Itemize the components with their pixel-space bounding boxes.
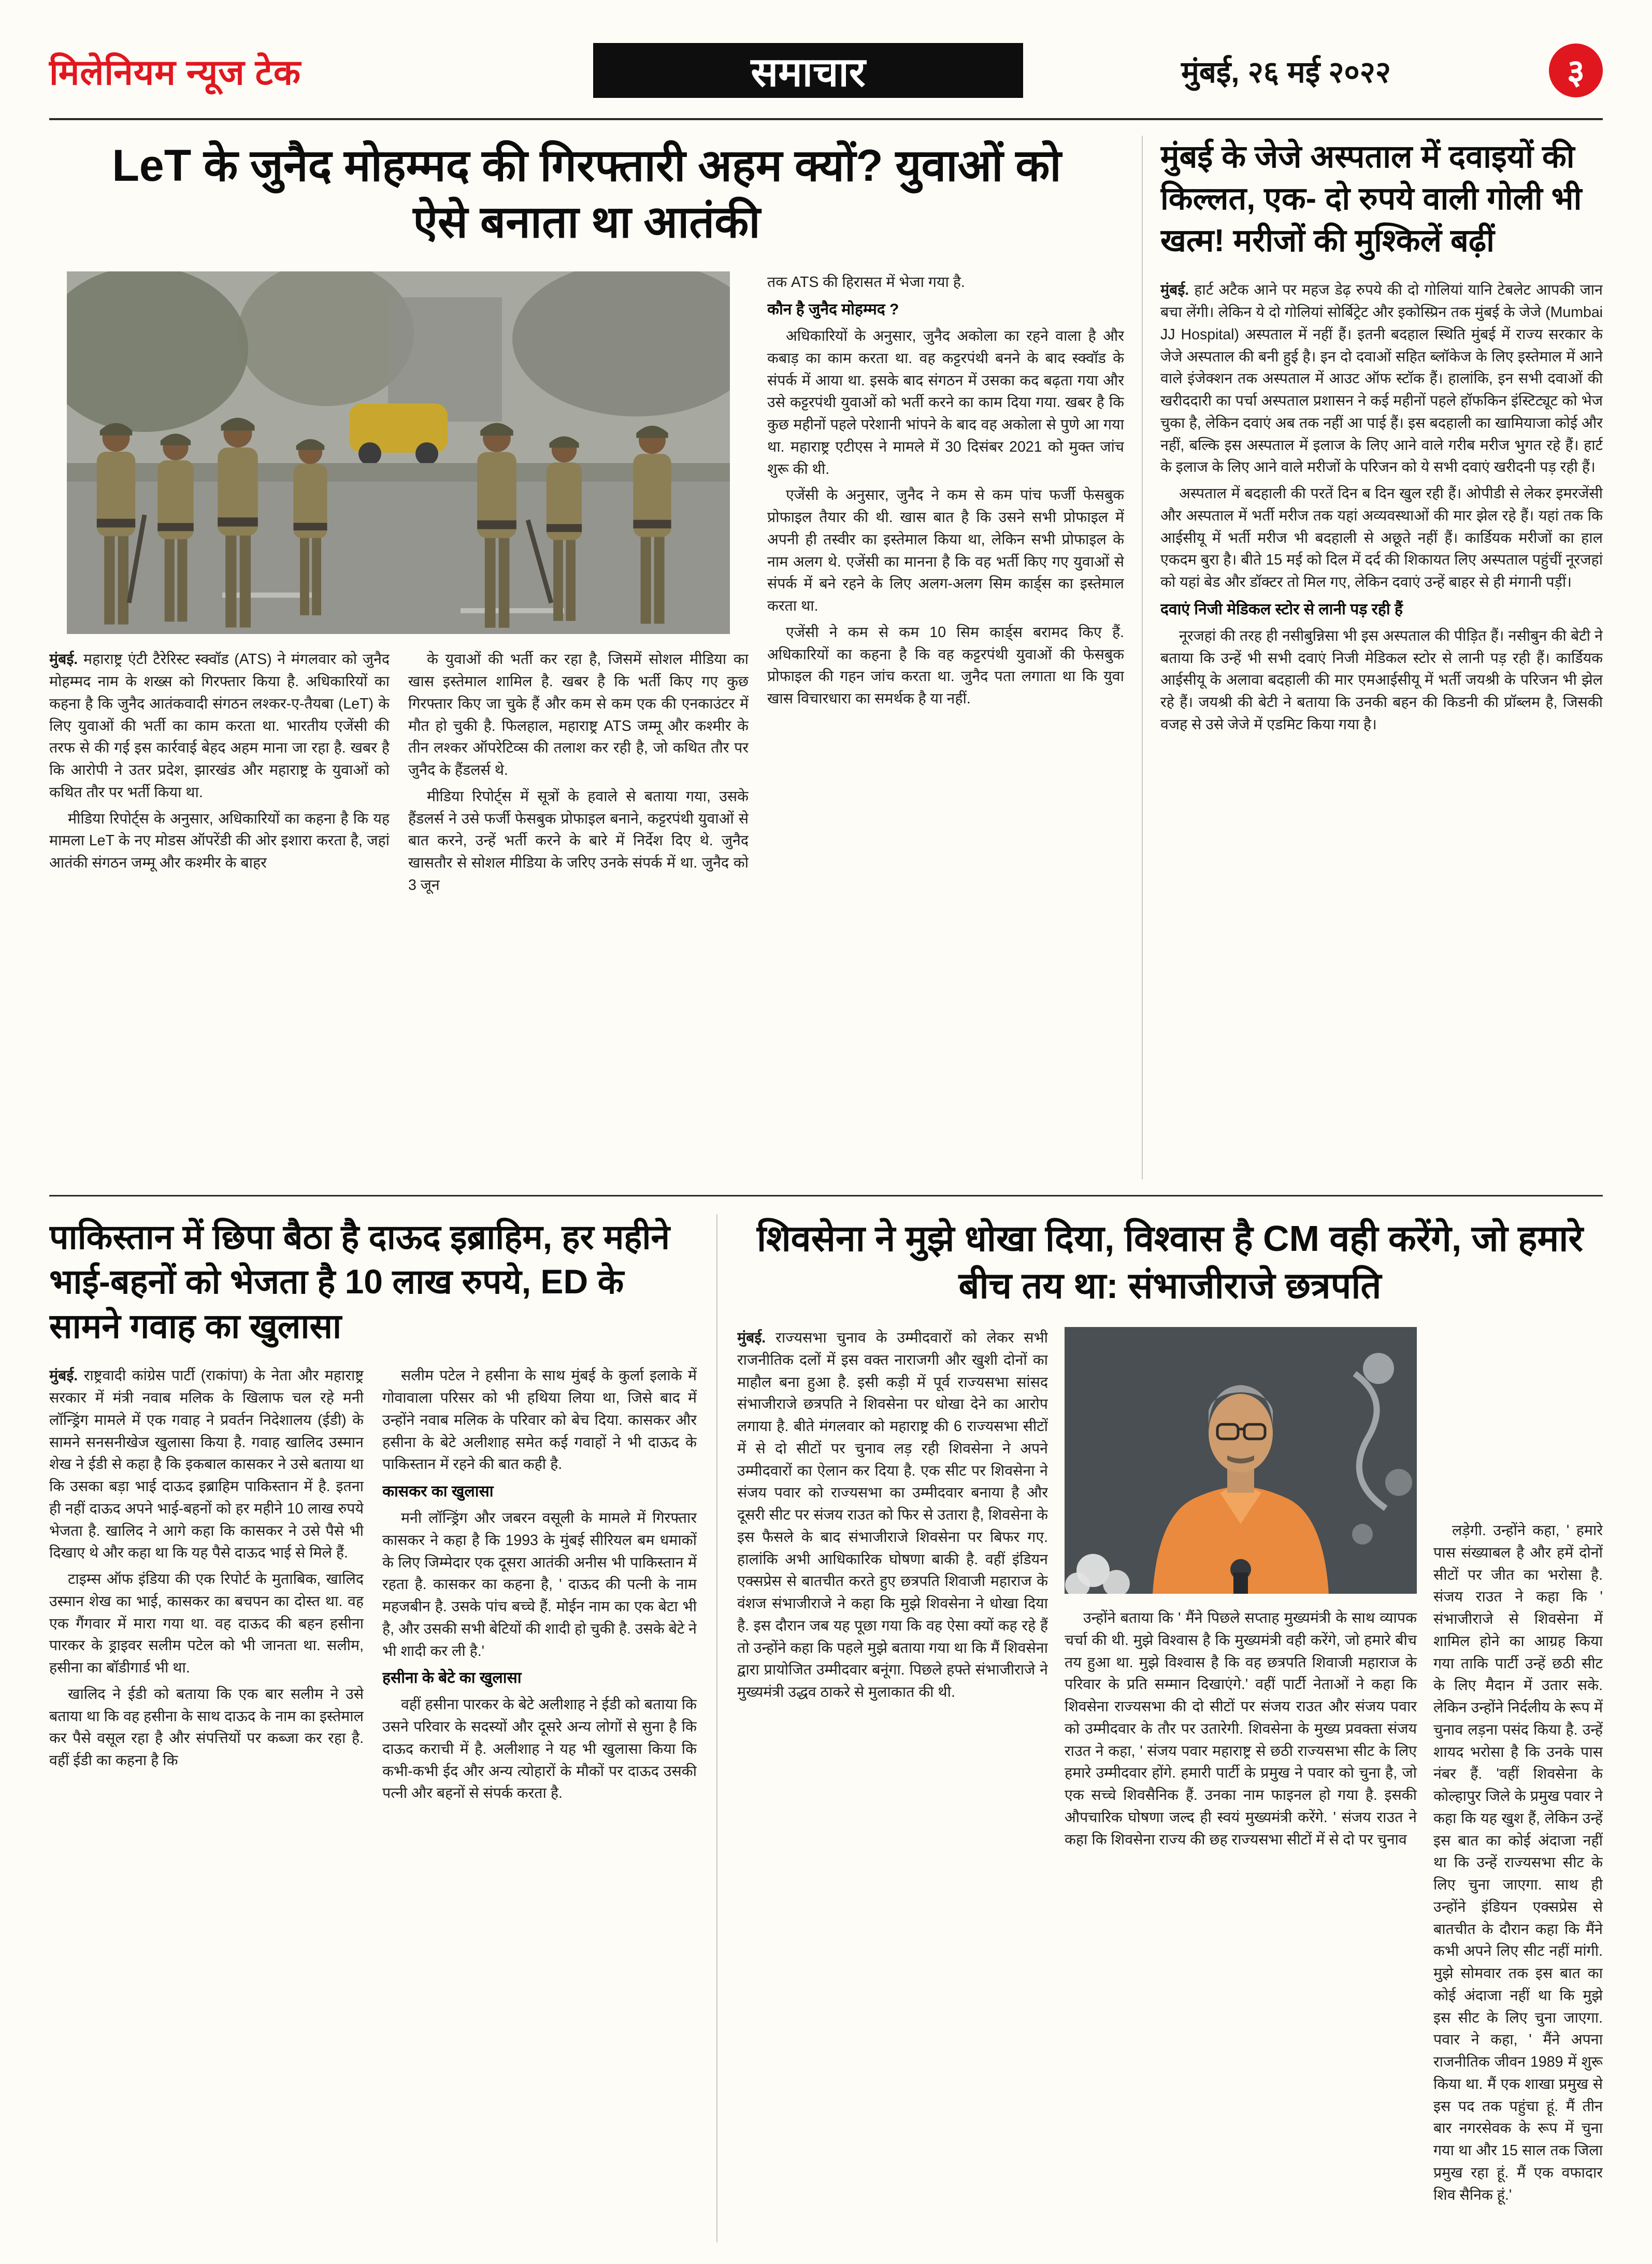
paragraph: मीडिया रिपोर्ट्स के अनुसार, अधिकारियों का कहना है कि यह मामला LeT के नए मोडस ऑपरेंडी की ओर इशारा करता है, जहां आतंकी संगठन जम्मू और कश्मीर के बाहर <box>49 810 390 872</box>
dawood-column-1 <box>49 1365 364 2242</box>
headline-jj-hospital: मुंबई के जेजे अस्पताल में दवाइयों की किल्लत, एक- दो रुपये वाली गोली भी खत्म! मरीजों की मुश्किलें बढ़ीं <box>1160 139 1582 258</box>
paragraph: उन्होंने बताया कि ' मैंने पिछले सप्ताह मुख्यमंत्री के साथ व्यापक चर्चा की थी. मुझे विश्वास है कि मुख्यमंत्री वही करेंगे, जो हमारे बीच तय हुआ था. मुझे विश्वास है कि वह छत्रपति शिवाजी महाराज के परिवार के प्रति सम्मान दिखाएंगे.' वहीं पार्टी नेताओं ने कहा कि शिवसेना राज्यसभा की दो सीटों पर संजय राउत और संजय पवार को उम्मीदवार के तौर पर उतारेगी. शिवसेना के मुख्य प्रवक्ता संजय राउत ने कहा, ' संजय पवार महाराष्ट्र से छठी राज्यसभा सीट के लिए हमारे उम्मीदवार होंगे. हमारी पार्टी के प्रमुख ने पवार को चुना है, जो एक सच्चे शिवसैनिक हैं. उनका नाम फाइनल हो गया है. इसकी औपचारिक घोषणा जल्द ही स्वयं मुख्यमंत्री करेंगे. ' संजय राउत ने कहा कि शिवसेना राज्य की छह राज्यसभा सीटों में से दो पर चुनाव <box>1065 1610 1417 1848</box>
paragraph-group <box>382 1507 697 1662</box>
headline-let-arrest: LeT के जुनैद मोहम्मद की गिरफ्तारी अहम क्यों? युवाओं को ऐसे बनाता था आतंकी <box>112 141 1061 248</box>
dateline: मुंबई, २६ मई २०२२ <box>1181 55 1391 89</box>
subhead-haseena-son-reveal: हसीना के बेटे का खुलासा <box>382 1669 522 1687</box>
article-let-arrest <box>49 136 1124 1179</box>
article-dawood-ed-witness <box>49 1214 697 2242</box>
headline-dawood: पाकिस्तान में छिपा बैठा है दाऊद इब्राहिम, हर महीने भाई-बहनों को भेजता है 10 लाख रुपये, ED के सामने गवाह का खुलासा <box>49 1218 670 1345</box>
paragraph <box>49 1365 364 1564</box>
dateline-lead: मुंबई. <box>1160 282 1189 299</box>
paragraph-group <box>382 1694 697 1805</box>
let-left-block <box>49 271 749 1179</box>
page-number: ३ <box>1567 52 1585 91</box>
paragraph <box>737 1327 1048 1704</box>
paragraph <box>1160 279 1603 479</box>
dawood-column-2 <box>382 1365 697 2242</box>
paragraph-group <box>408 648 749 896</box>
subhead-private-medical-store: दवाएं निजी मेडिकल स्टोर से लानी पड़ रही हैं <box>1160 600 1403 618</box>
paragraph: सलीम पटेल ने हसीना के साथ मुंबई के कुर्ला इलाके में गोवावाला परिसर को भी हथिया लिया था, जिसे बाद में उन्होंने नवाब मलिक के परिवार को बेच दिया. कासकर और हसीना के बेटे अलीशाह समेत कई गवाहों ने भी दाऊद के पाकिस्तान में रहने की बात कही है. <box>382 1367 697 1473</box>
uddhav-thackeray-photo <box>1065 1327 1417 1594</box>
top-section <box>49 136 1603 1179</box>
dateline-lead: मुंबई. <box>49 651 78 668</box>
paragraph-group <box>767 325 1124 710</box>
paragraph-group <box>49 1568 364 1772</box>
column-divider <box>1142 136 1143 1179</box>
let-text-columns <box>49 648 749 900</box>
dateline-lead: मुंबई. <box>737 1330 766 1346</box>
uddhav-photo-illustration <box>1065 1327 1417 1594</box>
paragraph: अधिकारियों के अनुसार, जुनैद अकोला का रहने वाला है और कबाड़ का काम करता था. वह कट्टरपंथी बनने के बाद स्क्वॉड के संपर्क में आया था. इसके बाद संगठन में उसका कद बढ़ता गया और उसे कट्टरपंथी युवाओं को भर्ती करने का काम दिया गया. खबर है कि कुछ महीनों पहले परेशानी भांपने के बाद वह अकोला से पुणे आ गया था. महाराष्ट्र एटीएस ने मामले में 30 दिसंबर 2021 को मुक्त जांच शुरू की थी. <box>767 328 1124 478</box>
paragraph: लड़ेगी. उन्होंने कहा, ' हमारे पास संख्याबल है और हमें दोनों सीटों पर जीत का भरोसा है. संजय राउत ने कहा कि ' संभाजीराजे से शिवसेना में शामिल होने का आग्रह किया गया ताकि पार्टी उन्हें छठी सीट के लिए मैदान में उतार सके. लेकिन उन्होंने निर्दलीय के रूप में चुनाव लड़ना पसंद किया है. उन्हें शायद भरोसा है कि उनके पास नंबर हैं. 'वहीं शिवसेना के कोल्हापुर जिले के प्रमुख पवार ने कहा कि यह खुश हैं, लेकिन उन्हें इस बात का कोई अंदाजा नहीं था कि उन्हें राज्यसभा सीट के लिए चुना जाएगा. साथ ही उन्होंने इंडियन एक्सप्रेस से बातचीत के दौरान कहा कि मैंने कभी अपने लिए सीट नहीं मांगी. मुझे सोमवार तक इस बात का कोई अंदाजा नहीं था कि मुझे इस सीट के लिए चुना जाएगा. पवार ने कहा, ' मैंने अपना राजनीतिक जीवन 1989 में शुरू किया था. मैं एक शाखा प्रमुख से इस पद तक पहुंचा हूं. मैं तीन बार नगरसेवक के रूप में चुना गया था और 15 साल तक जिला प्रमुख रहा हूं. मैं एक वफादार शिव सैनिक हूं.' <box>1433 1522 1603 2203</box>
paragraph: एजेंसी के अनुसार, जुनैद ने कम से कम पांच फर्जी फेसबुक प्रोफाइल तैयार की थी. खास बात है कि उसने सभी प्रोफाइल में अपनी ही तस्वीर का इस्तेमाल किया था, लेकिन सभी प्रोफाइल के नाम अलग थे. एजेंसी का मानना है कि वह भर्ती किए गए युवाओं से संपर्क में बने रहने के लिए अलग-अलग सिम कार्ड्स का इस्तेमाल करता था. <box>767 487 1124 615</box>
paragraph-group <box>1160 483 1603 594</box>
police-photo <box>67 271 730 634</box>
paragraph-text: राज्यसभा चुनाव के उम्मीदवारों को लेकर सभी राजनीतिक दलों में इस वक्त नाराजगी और खुशी दोनों का माहौल बना हुआ है. इसी कड़ी में पूर्व राज्यसभा सांसद संभाजीराजे छत्रपति ने शिवसेना पर धोखा देने का आरोप लगाया है. बीते मंगलवार को महाराष्ट्र की 6 राज्यसभा सीटों में से दो सीटों पर चुनाव लड़ रही शिवसेना ने अपने उम्मीदवारों का ऐलान कर दिया है. एक सीट पर शिवसेना ने संजय पवार को राज्यसभा का उम्मीदवार बनाया है और दूसरी सीट पर संजय राउत को फिर से उतारा है, शिवसेना के इस फैसले के बाद संभाजीराजे शिवसेना पर बिफर गए. हालांकि अभी आधिकारिक घोषणा बाकी है. वहीं इंडियन एक्सप्रेस से बातचीत करते हुए छत्रपति शिवाजी महाराज के वंशज संभाजीराजे ने कहा कि मुझे शिवसेना ने धोखा दिया है. इस दौरान जब यह पूछा गया कि वह ऐसा क्यों कह रहे हैं तो उन्होंने कहा कि पहले मुझे बताया गया था कि मैं शिवसेना द्वारा प्रायोजित उम्मीदवार बनूंगा. पिछले हफ्ते संभाजीराजे ने मुख्यमंत्री उद्धव ठाकरे से मुलाकात की थी. <box>737 1330 1048 1700</box>
let-article-body <box>49 271 1124 1179</box>
section-banner <box>593 43 1023 98</box>
shivsena-middle-column <box>1065 1327 1417 2242</box>
paragraph: अस्पताल में बदहाली की परतें दिन ब दिन खुल रही हैं। ओपीडी से लेकर इमरजेंसी और अस्पताल में भर्ती मरीज तक यहां अव्यवस्थाओं की मार झेल रहे हैं। यहां तक कि आईसीयू में भर्ती मरीज भी बदहाली से अछूते नहीं हैं। कार्डियक मरीजों का हाल एकदम बुरा है। बीते 15 मई को दिल में दर्द की शिकायत लिए अस्पताल पहुंचीं नूरजहां को यहां बेड और डॉक्टर तो मिल गए, लेकिन दवाएं उन्हें बाहर से ही मंगानी पड़ीं। <box>1160 485 1603 591</box>
dawood-text-columns <box>49 1365 697 2242</box>
shivsena-column-1 <box>737 1327 1048 2242</box>
paragraph-group <box>382 1365 697 1476</box>
shivsena-column-3 <box>1433 1327 1603 2242</box>
paragraph: वहीं हसीना पारकर के बेटे अलीशाह ने ईडी को बताया कि उसने परिवार के सदस्यों और दूसरे अन्य लोगों से सुना है कि दाऊद कराची में है. अलीशाह ने यह भी खुलासा किया कि कभी-कभी ईद और अन्य त्योहारों के मौकों पर दाऊद उसकी पत्नी और बहनों से संपर्क करता है. <box>382 1696 697 1802</box>
paragraph-text: राष्ट्रवादी कांग्रेस पार्टी (राकांपा) के नेता और महाराष्ट्र सरकार में मंत्री नवाब मलिक के खिलाफ चल रहे मनी लॉन्ड्रिंग मामले में एक गवाह ने प्रवर्तन निदेशालय (ईडी) के सामने सनसनीखेज खुलासा किया है. गवाह खालिद उस्मान शेख ने ईडी से कहा है कि इकबाल कासकर ने उसे बताया था कि उसका बड़ा भाई दाऊद इब्राहिम पाकिस्तान में है. इतना ही नहीं दाऊद अपने भाई-बहनों को हर महीने 10 लाख रुपये भेजता है. खालिद ने आगे कहा कि कासकर ने उसे पैसे भी दिखाए थे और कहा था कि यह पैसे दाऊद भाई से मिले हैं. <box>49 1367 364 1562</box>
subhead-who-is-junaid: कौन है जुनैद मोहम्मद ? <box>767 301 899 319</box>
bottom-section <box>49 1214 1603 2242</box>
paragraph-group <box>1433 1520 1603 2206</box>
article-shivsena-sambhajiraje <box>737 1214 1603 2242</box>
paragraph: एजेंसी ने कम से कम 10 सिम कार्ड्स बरामद किए हैं. अधिकारियों का कहना है कि वह कट्टरपंथी युवाओं की फेसबुक प्रोफाइल की गहन जांच करता था. जुनैद पता लगाता था कि युवा खास विचारधारा का समर्थक है या नहीं. <box>767 624 1124 708</box>
paragraph: मनी लॉन्ड्रिंग और जबरन वसूली के मामले में गिरफ्तार कासकर ने कहा है कि 1993 के मुंबई सीरियल बम धमाकों के लिए जिम्मेदार एक दूसरा आतंकी अनीस भी पाकिस्तान में रहता है. कासकर का कहना है, ' दाऊद की पत्नी के नाम महजबीन है. उसके पांच बच्चे हैं. मोईन नाम का एक बेटा भी है, और उसकी सभी बेटियों की शादी हो चुकी है. उसके बेटे ने भी शादी कर ली है.' <box>382 1510 697 1660</box>
newspaper-logo: मिलेनियम न्यूज टेक <box>49 52 301 92</box>
paragraph: के युवाओं की भर्ती कर रहा है, जिसमें सोशल मीडिया का खास इस्तेमाल शामिल है. खबर है कि भर्ती किए गए कुछ गिरफ्तार किए जा चुके हैं और कम से कम एक की एनकाउंटर में मौत हो चुकी है. फिलहाल, महाराष्ट्र ATS जम्मू और कश्मीर के तीन लश्कर ऑपरेटिव्स की तलाश कर रही है, जो कथित तौर पर जुनैद के हैंडलर्स थे. <box>408 651 749 779</box>
subhead-kaskar-reveal: कासकर का खुलासा <box>382 1483 494 1501</box>
section-divider-rule <box>49 1195 1603 1196</box>
masthead <box>49 36 1603 105</box>
paragraph <box>49 648 390 803</box>
jj-article-body <box>1160 279 1603 736</box>
paragraph: टाइम्स ऑफ इंडिया की एक रिपोर्ट के मुताबिक, खालिद उस्मान शेख का भाई, कासकर का बचपन का दोस्त था. वह एक गैंगवार में मारा गया था. वह दाऊद की बहन हसीना पारकर के ड्राइवर सलीम पटेल को भी जानता था. सलीम, हसीना का बॉडीगार्ड भी था. <box>49 1571 364 1677</box>
paragraph-text: महाराष्ट्र एंटी टैरेरिस्ट स्क्वॉड (ATS) ने मंगलवार को जुनैद मोहम्मद नाम के शख्स को गिरफ्तार किया है. अधिकारियों का कहना है कि जुनैद आतंकवादी संगठन लश्कर-ए-तैयबा (LeT) के लिए युवाओं की भर्ती का काम करता था. भारतीय एजेंसी की तरफ से की गई इस कार्रवाई बेहद अहम माना जा रहा है. खबर है कि आरोपी ने उतर प्रदेश, झारखंड और महाराष्ट्र के युवाओं को कथित तौर पर भर्ती किया था. <box>49 651 390 801</box>
paragraph-group <box>1160 625 1603 736</box>
paragraph: नूरजहां की तरह ही नसीबुन्निसा भी इस अस्पताल की पीड़ित हैं। नसीबुन की बेटी ने बताया कि उन्हें भी सभी दवाएं निजी मेडिकल स्टोर से लानी पड़ रही हैं। कार्डियक आईसीयू के अलावा बदहाली की मार एमआईसीयू में भर्ती जयश्री के परिजन भी झेल रहे हैं। जयश्री की बेटी ने बताया कि उनकी बहन की किडनी की प्रॉब्लम है, जिसकी वजह से उसे जेजे में एडमिट किया गया है। <box>1160 627 1603 733</box>
paragraph: खालिद ने ईडी को बताया कि एक बार सलीम ने उसे बताया था कि वह हसीना के साथ दाऊद के नाम का इस्तेमाल कर पैसे वसूल रहा है और संपत्तियों पर कब्जा कर रहा है. वहीं ईडी का कहना है कि <box>49 1685 364 1769</box>
shivsena-text-columns <box>737 1327 1603 2242</box>
paragraph-text: हार्ट अटैक आने पर महज डेढ़ रुपये की दो गोलियां यानि टेबलेट आपकी जान बचा लेंगी। लेकिन ये दो गोलियां सोर्बिट्रेट और इकोस्प्रिन तक मुंबई के जेजे (Mumbai JJ Hospital) अस्पताल में नहीं हैं। इतनी बदहाल स्थिति मुंबई में राज्य सरकार के जेजे अस्पताल की बनी हुई है। इन दो दवाओं सहित ब्लॉकेज के लिए इस्तेमाल में आने वाले इंजेक्शन तक अस्पताल में आउट ऑफ स्टॉक हैं। हालांकि, इन सभी दवाओं की खरीददारी का पर्चा अस्पताल प्रशासन ने कई महीनों पहले हॉफकिन इंस्टिट्यूट को भेज चुका है, लेकिन दवाएं अब तक नहीं आ पाई हैं। इस बदहाली का खामियाजा कोई और नहीं, बल्कि इस अस्पताल में इलाज के लिए आने वाले गरीब मरीज भुगत रहे हैं। हार्ट के इलाज के लिए आने वाले मरीजों के परिजन को ये सभी दवाएं खरीदनी पड़ रही हैं। <box>1160 282 1603 476</box>
let-column-1 <box>49 648 390 900</box>
article-jj-hospital <box>1160 136 1603 1179</box>
paragraph-group <box>49 808 390 874</box>
let-column-2 <box>408 648 749 900</box>
shivsena-column-2 <box>1065 1607 1417 1851</box>
headline-shivsena: शिवसेना ने मुझे धोखा दिया, विश्वास है CM वही करेंगे, जो हमारे बीच तय था: संभाजीराजे छत्रपति <box>756 1218 1584 1306</box>
paragraph: मीडिया रिपोर्ट्स में सूत्रों के हवाले से बताया गया, उसके हैंडलर्स ने उसे फर्जी फेसबुक प्रोफाइल बनाने, कट्टरपंथी युवाओं से बात करने, उन्हें भर्ती करने के बारे में निर्देश दिए थे. जुनैद खासतौर से सोशल मीडिया के जरिए उनके संपर्क में था. जुनैद को 3 जून <box>408 788 749 893</box>
column-divider <box>716 1214 717 2242</box>
police-photo-illustration <box>67 271 730 634</box>
paragraph: तक ATS की हिरासत में भेजा गया है. <box>767 274 965 291</box>
let-column-3 <box>767 271 1124 1179</box>
page-number-badge <box>1549 44 1603 97</box>
paragraph-group <box>1065 1607 1417 1851</box>
masthead-rule <box>49 118 1603 120</box>
dateline-lead: मुंबई. <box>49 1367 78 1385</box>
section-title: समाचार <box>751 49 866 95</box>
